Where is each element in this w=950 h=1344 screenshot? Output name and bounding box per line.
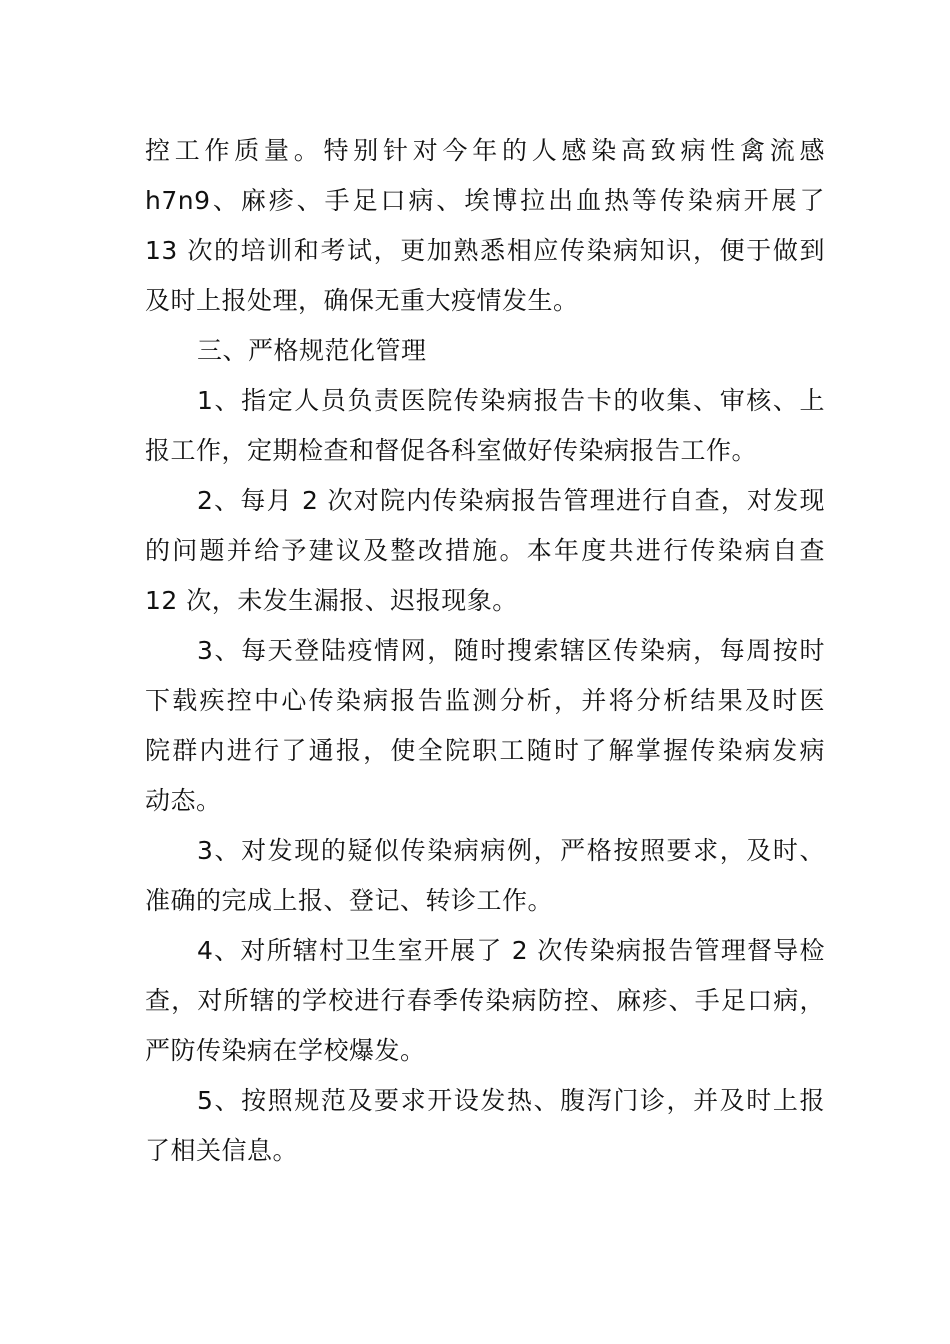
text-line: 动态。: [145, 786, 222, 815]
text-line: 13 次的培训和考试，更加熟悉相应传染病知识，便于做到: [145, 236, 825, 265]
text-line: 12 次，未发生漏报、迟报现象。: [145, 586, 518, 615]
text-line: 2、每月 2 次对院内传染病报告管理进行自查，对发现: [197, 486, 825, 515]
text-line: 查，对所辖的学校进行春季传染病防控、麻疹、手足口病，: [145, 986, 825, 1015]
text-line: 院群内进行了通报，使全院职工随时了解掌握传染病发病: [145, 736, 825, 765]
text-line: 严防传染病在学校爆发。: [145, 1036, 426, 1065]
text-line: 下载疾控中心传染病报告监测分析，并将分析结果及时医: [145, 686, 825, 715]
text-line: 的问题并给予建议及整改措施。本年度共进行传染病自查: [145, 536, 825, 565]
text-line: 了相关信息。: [145, 1136, 299, 1165]
text-line: h7n9、麻疹、手足口病、埃博拉出血热等传染病开展了: [145, 186, 825, 215]
text-line: 控工作质量。特别针对今年的人感染高致病性禽流感: [145, 136, 825, 165]
section-heading: 三、严格规范化管理: [197, 336, 427, 365]
text-line: 3、每天登陆疫情网，随时搜索辖区传染病，每周按时: [197, 636, 825, 665]
text-line: 5、按照规范及要求开设发热、腹泻门诊，并及时上报: [197, 1086, 825, 1115]
text-line: 准确的完成上报、登记、转诊工作。: [145, 886, 554, 915]
text-line: 3、对发现的疑似传染病病例，严格按照要求，及时、: [197, 836, 825, 865]
document-body: [145, 126, 825, 1176]
text-line: 报工作，定期检查和督促各科室做好传染病报告工作。: [145, 436, 758, 465]
text-line: 及时上报处理，确保无重大疫情发生。: [145, 286, 579, 315]
text-line: 1、指定人员负责医院传染病报告卡的收集、审核、上: [197, 386, 825, 415]
text-line: 4、对所辖村卫生室开展了 2 次传染病报告管理督导检: [197, 936, 825, 965]
